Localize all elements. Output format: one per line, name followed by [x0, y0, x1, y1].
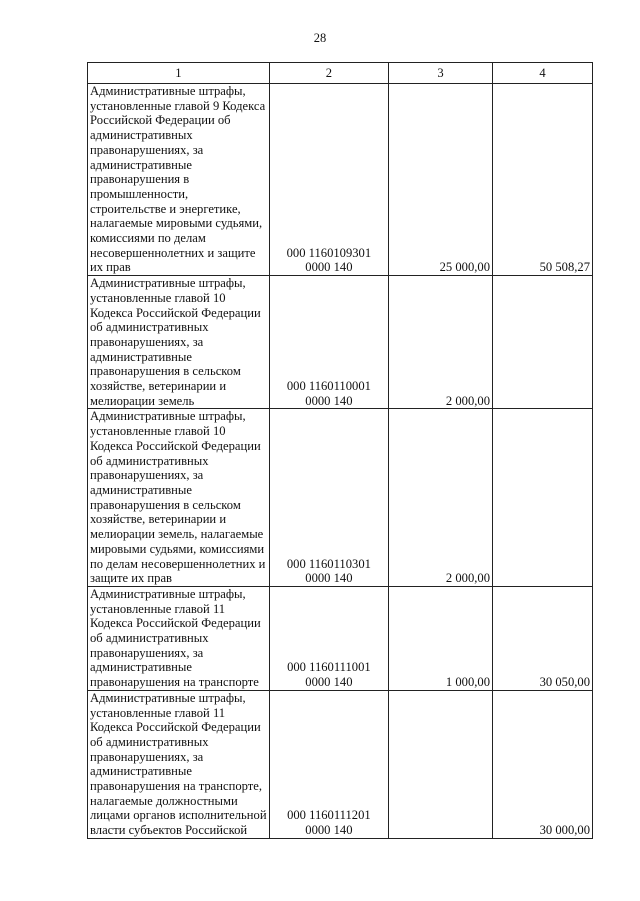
row-value-3: 2 000,00	[388, 409, 492, 586]
row-name: Административные штрафы, установленные главой 9 Кодекса Российской Федерации об административных правонарушениях, за административные правонарушения в промышленности, строительстве и энергетике, налагаемые мировыми судьями, комиссиями по делам несовершеннолетних и защите их прав	[88, 84, 270, 276]
code-line-1: 000 1160111201	[287, 808, 371, 823]
code-line-2: 0000 140	[305, 823, 353, 838]
row-name: Административные штрафы, установленные главой 10 Кодекса Российской Федерации об административных правонарушениях, за административные правонарушения в сельском хозяйстве, ветеринарии и мелиорации земель	[88, 276, 270, 409]
column-header-3: 3	[388, 63, 492, 84]
row-name: Административные штрафы, установленные главой 11 Кодекса Российской Федерации об административных правонарушениях, за административные правонарушения на транспорте, налагаемые должностными лицами органов исполнительной власти субъектов Российской	[88, 690, 270, 838]
row-value-3: 25 000,00	[388, 84, 492, 276]
code-line-1: 000 1160111001	[287, 660, 371, 675]
table-row	[88, 84, 593, 276]
code-line-1: 000 1160109301	[286, 245, 372, 260]
code-line-2: 0000 140	[305, 260, 353, 275]
row-code	[269, 586, 388, 690]
row-value-4: 30 050,00	[492, 586, 592, 690]
table-row	[88, 586, 593, 690]
row-name: Административные штрафы, установленные главой 10 Кодекса Российской Федерации об административных правонарушениях, за административные правонарушения в сельском хозяйстве, ветеринарии и мелиорации земель, налагаемые мировыми судьями, комиссиями по делам несовершеннолетних и защите их прав	[88, 409, 270, 586]
row-value-3	[388, 690, 492, 838]
row-code	[269, 276, 388, 409]
table-row	[88, 276, 593, 409]
table-row	[88, 690, 593, 838]
row-value-4	[492, 276, 592, 409]
row-code	[269, 84, 388, 276]
code-line-2: 0000 140	[305, 393, 353, 408]
column-header-1: 1	[88, 63, 270, 84]
row-value-4: 30 000,00	[492, 690, 592, 838]
column-header-2: 2	[269, 63, 388, 84]
code-line-1: 000 1160110001	[286, 379, 371, 394]
row-value-4: 50 508,27	[492, 84, 592, 276]
code-line-2: 0000 140	[305, 675, 353, 690]
row-name: Административные штрафы, установленные главой 11 Кодекса Российской Федерации об административных правонарушениях, за административные правонарушения на транспорте	[88, 586, 270, 690]
code-line-1: 000 1160110301	[286, 556, 371, 571]
row-value-3: 2 000,00	[388, 276, 492, 409]
row-value-3: 1 000,00	[388, 586, 492, 690]
table-row	[88, 409, 593, 586]
budget-table	[87, 62, 593, 839]
column-header-4: 4	[492, 63, 592, 84]
row-code	[269, 690, 388, 838]
row-code	[269, 409, 388, 586]
code-line-2: 0000 140	[305, 571, 353, 586]
row-value-4	[492, 409, 592, 586]
table-header-row	[88, 63, 593, 84]
page-number: 28	[313, 31, 327, 45]
